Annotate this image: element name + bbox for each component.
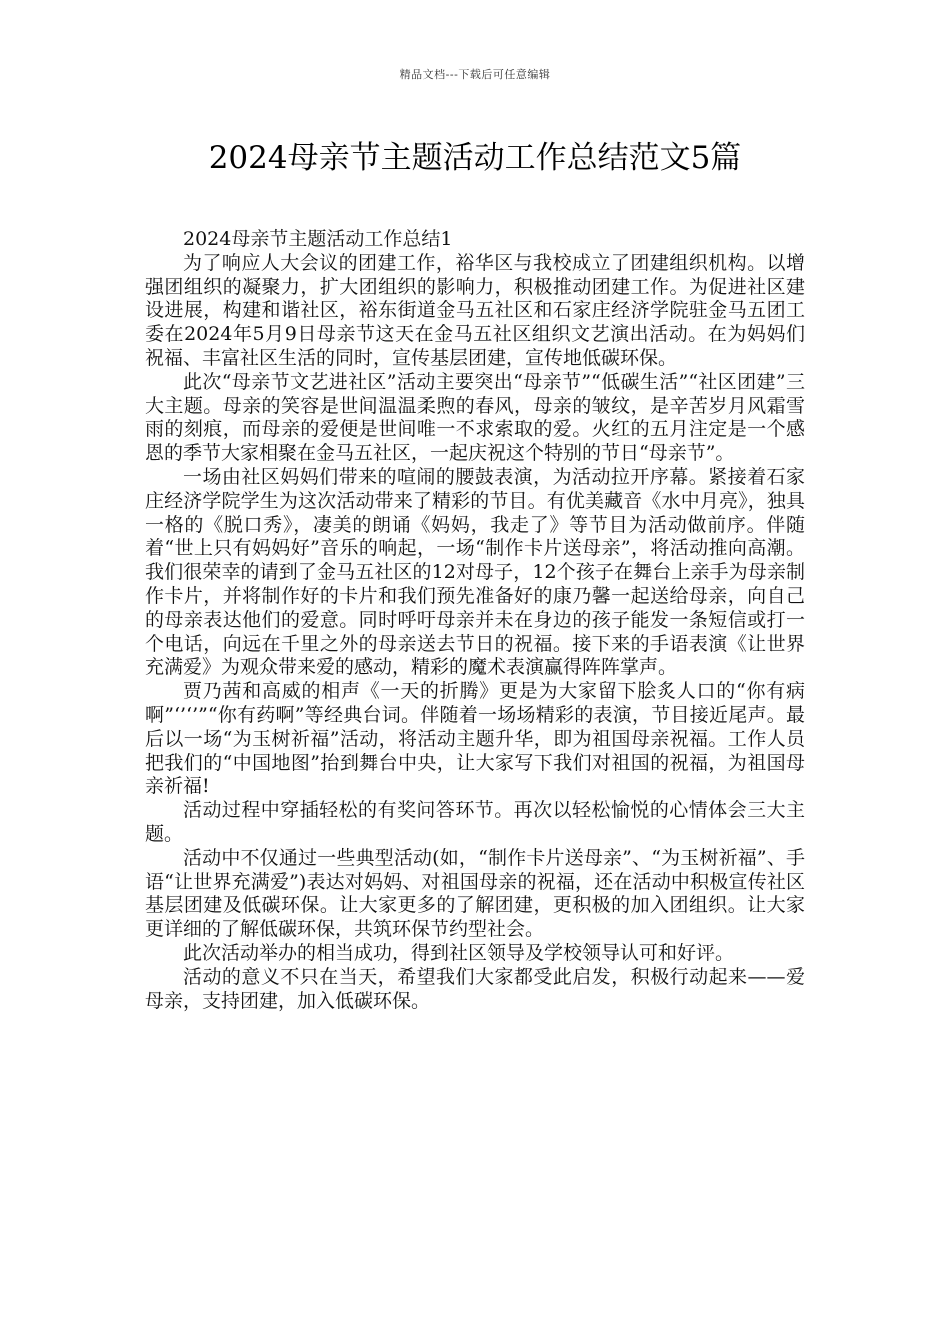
paragraph: 活动的意义不只在当天，希望我们大家都受此启发，积极行动起来——爱母亲，支持团建，加入低碳环保。 [145, 965, 805, 1012]
paragraph: 为了响应人大会议的团建工作，裕华区与我校成立了团建组织机构。以增强团组织的凝聚力，扩大团组织的影响力，积极推动团建工作。为促进社区建设进展，构建和谐社区，裕东街道金马五社区和石家庄经济学院驻金马五团工委在2024年5月9日母亲节这天在金马五社区组织文艺演出活动。在为妈妈们祝福、丰富社区生活的同时，宣传基层团建，宣传地低碳环保。 [145, 251, 805, 369]
document-title: 2024母亲节主题活动工作总结范文5篇 [208, 140, 742, 176]
paragraph: 活动中不仅通过一些典型活动(如，“制作卡片送母亲”、“为玉树祈福”、手语“让世界充满爱”)表达对妈妈、对祖国母亲的祝福，还在活动中积极宣传社区基层团建及低碳环保。让大家更多的了解团建，更积极的加入团组织。让大家更详细的了解低碳环保，共筑环保节约型社会。 [145, 846, 805, 941]
paragraph: 此次活动举办的相当成功，得到社区领导及学校领导认可和好评。 [183, 941, 735, 964]
document-body [145, 228, 805, 1013]
paragraph: 一场由社区妈妈们带来的喧闹的腰鼓表演，为活动拉开序幕。紧接着石家庄经济学院学生为这次活动带来了精彩的节目。有优美藏音《水中月亮》，独具一格的《脱口秀》，凄美的朗诵《妈妈，我走了》等节目为活动做前序。伴随着“世上只有妈妈好”音乐的响起，一场“制作卡片送母亲”，将活动推向高潮。我们很荣幸的请到了金马五社区的12对母子，12个孩子在舞台上亲手为母亲制作卡片，并将制作好的卡片和我们预先准备好的康乃馨一起送给母亲，向自己的母亲表达他们的爱意。同时呼吁母亲并未在身边的孩子能发一条短信或打一个电话，向远在千里之外的母亲送去节日的祝福。接下来的手语表演《让世界充满爱》为观众带来爱的感动，精彩的魔术表演赢得阵阵掌声。 [145, 465, 805, 679]
paragraph: 活动过程中穿插轻松的有奖问答环节。再次以轻松愉悦的心情体会三大主题。 [145, 799, 805, 845]
paragraph: 此次“母亲节文艺进社区”活动主要突出“母亲节”“低碳生活”“社区团建”三大主题。母亲的笑容是世间温温柔煦的春风，母亲的皱纹，是辛苦岁月风霜雪雨的刻痕，而母亲的爱便是世间唯一不求索取的爱。火红的五月注定是一个感恩的季节大家相聚在金马五社区，一起庆祝这个特别的节日“母亲节”。 [145, 370, 805, 465]
paragraph: 贾乃茜和高威的相声《一天的折腾》更是为大家留下脍炙人口的“你有病啊”‘’‘’”“你有药啊”等经典台词。伴随着一场场精彩的表演，节目接近尾声。最后以一场“为玉树祈福”活动，将活动主题升华，即为祖国母亲祝福。工作人员把我们的“中国地图”抬到舞台中央，让大家写下我们对祖国的祝福，为祖国母亲祈福! [145, 680, 805, 798]
page-header: 精品文档---下载后可任意编辑 [399, 68, 551, 81]
section-heading: 2024母亲节主题活动工作总结1 [183, 228, 453, 250]
